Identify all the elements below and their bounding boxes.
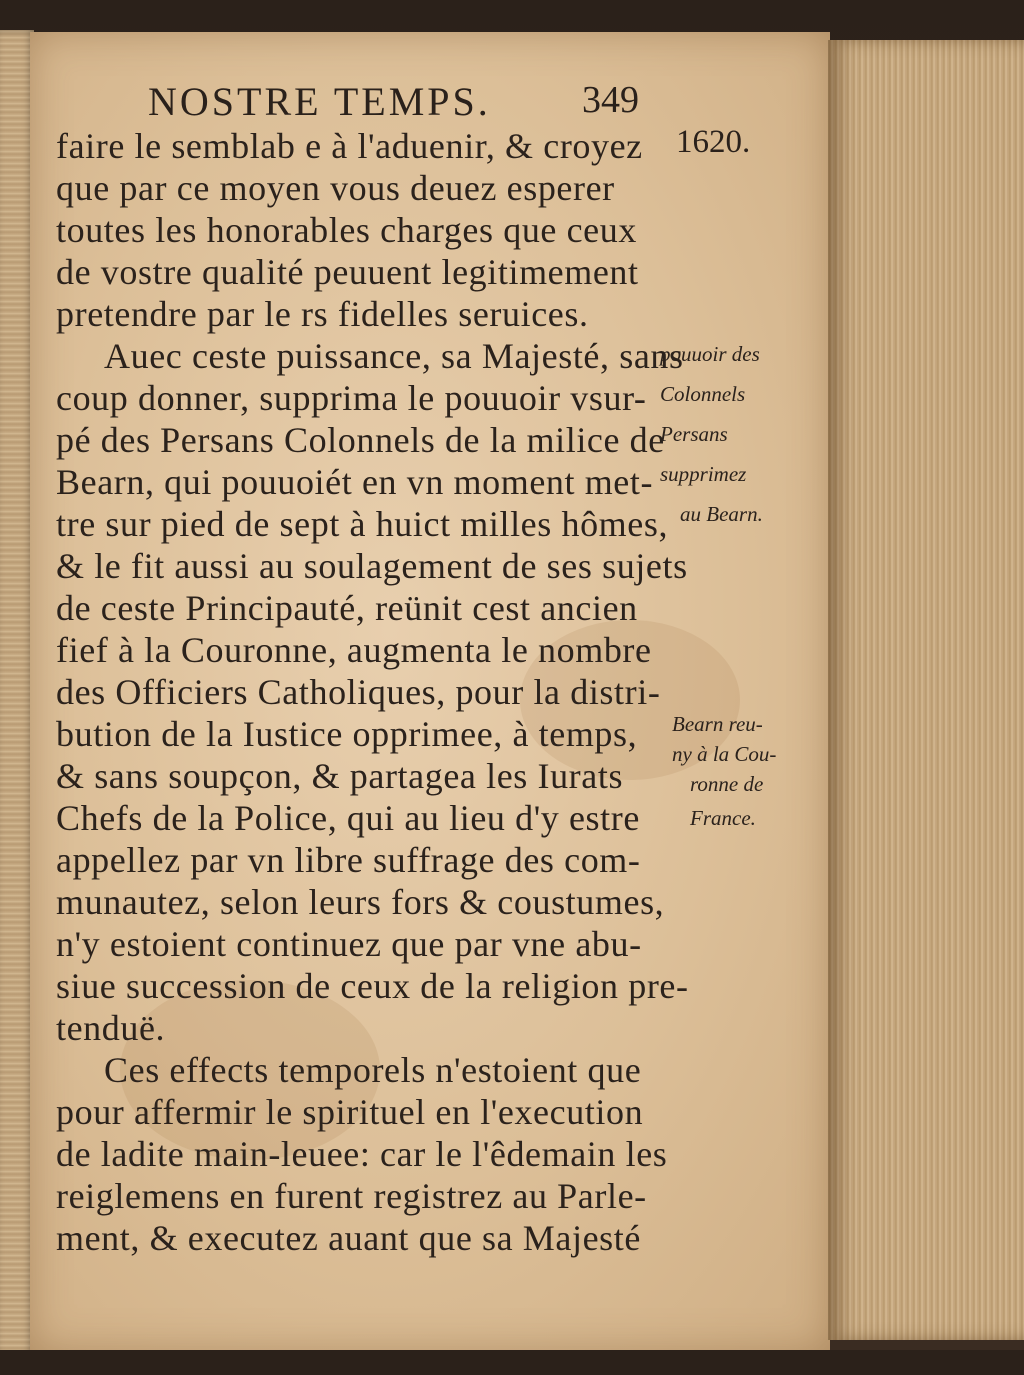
text-line: appellez par vn libre suffrage des com-	[56, 840, 641, 880]
margin-note-line: ronne de	[690, 772, 764, 796]
text-line: que par ce moyen vous deuez esperer	[56, 168, 615, 208]
margin-note-line: France.	[690, 806, 756, 830]
text-line: & le fit aussi au soulagement de ses sujets	[56, 546, 688, 586]
margin-note-line: Bearn reu-	[672, 712, 763, 736]
text-line: faire le semblab e à l'aduenir, & croyez	[56, 126, 643, 166]
margin-note-line: ny à la Cou-	[672, 742, 777, 766]
text-line: Chefs de la Police, qui au lieu d'y estre	[56, 798, 640, 838]
text-line: Ces effects temporels n'estoient que	[104, 1050, 642, 1090]
bottom-shadow	[0, 1350, 1024, 1375]
text-line: pé des Persans Colonnels de la milice de	[56, 420, 665, 460]
text-line: Bearn, qui pouuoiét en vn moment met-	[56, 462, 654, 502]
text-line: reiglemens en furent registrez au Parle-	[56, 1176, 647, 1216]
text-line: tenduë.	[56, 1008, 166, 1048]
margin-note-line: supprimez	[660, 462, 747, 486]
text-line: Auec ceste puissance, sa Majesté, sans	[104, 336, 684, 376]
year-note: 1620.	[676, 124, 751, 160]
text-line: tre sur pied de sept à huict milles hômes,	[56, 504, 669, 544]
text-line: de ceste Principauté, reünit cest ancien	[56, 588, 638, 628]
text-line: & sans soupçon, & partagea les Iurats	[56, 756, 624, 796]
text-line: fief à la Couronne, augmenta le nombre	[56, 630, 652, 670]
text-line: de ladite main-leuee: car le l'êdemain les	[56, 1134, 668, 1174]
text-line: siue succession de ceux de la religion pre-	[56, 966, 689, 1006]
margin-note-line: Colonnels	[660, 382, 746, 406]
text-line: ment, & executez auant que sa Majesté	[56, 1218, 641, 1258]
left-page-edge	[0, 30, 34, 1375]
text-line: toutes les honorables charges que ceux	[56, 210, 637, 250]
page-number: 349	[582, 79, 639, 121]
text-line: munautez, selon leurs fors & coustumes,	[56, 882, 665, 922]
text-line: des Officiers Catholiques, pour la distri-	[56, 672, 661, 712]
text-line: coup donner, supprima le pouuoir vsur-	[56, 378, 647, 418]
text-line: de vostre qualité peuuent legitimement	[56, 252, 639, 292]
text-line: bution de la Iustice opprimee, à temps,	[56, 714, 638, 754]
text-line: pour affermir le spirituel en l'execution	[56, 1092, 644, 1132]
text-line: n'y estoient continuez que par vne abu-	[56, 924, 642, 964]
running-head-title: NOSTRE TEMPS.	[148, 79, 491, 124]
book-fore-edge	[828, 40, 1024, 1340]
margin-note-line: pouuoir des	[660, 342, 760, 366]
text-line: pretendre par le rs fidelles seruices.	[56, 294, 589, 334]
margin-note-line: au Bearn.	[680, 502, 763, 526]
margin-note-line: Persans	[660, 422, 728, 446]
